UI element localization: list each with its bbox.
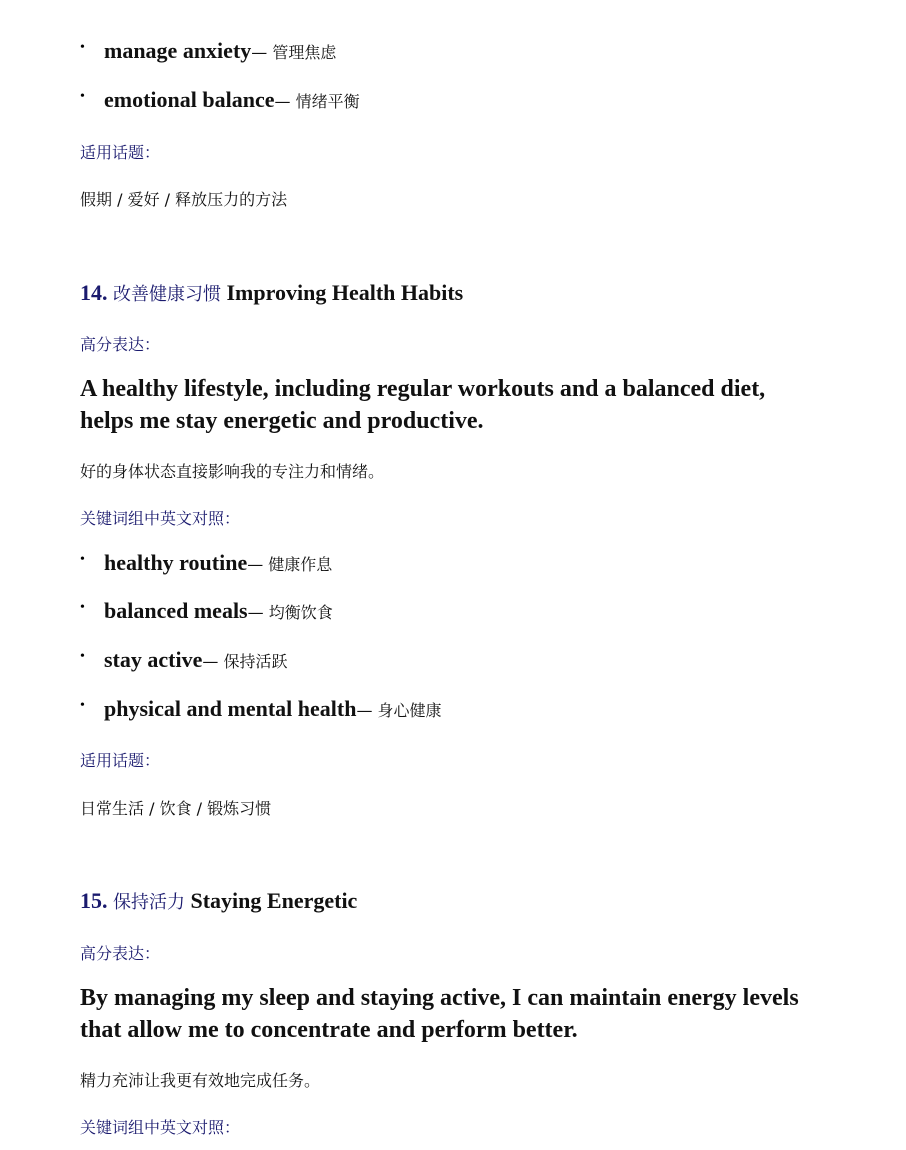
bullet-icon: • — [80, 649, 85, 664]
keywords-label: 关键词组中英文对照： — [80, 509, 241, 528]
bullet-icon: • — [80, 40, 85, 55]
keyword-cn: — 保持活跃 — [202, 652, 288, 671]
keyword-cn: — 均衡饮食 — [247, 603, 333, 622]
bullet-icon: • — [80, 600, 85, 615]
keyword-cn: — 身心健康 — [356, 701, 442, 720]
bullet-icon: • — [80, 698, 85, 713]
section-number: 14. — [80, 280, 108, 305]
keyword-cn: — 健康作息 — [247, 555, 333, 574]
high-score-expression: A healthy lifestyle, including regular workouts and a balanced diet, helps me stay energetic and productive. — [80, 376, 766, 434]
list-item — [80, 87, 360, 113]
keyword-en: emotional balance — [104, 87, 275, 112]
bullet-icon: • — [80, 552, 85, 567]
bullet-icon: • — [80, 89, 85, 104]
list-item — [80, 696, 442, 722]
topics-label: 适用话题： — [80, 143, 161, 162]
list-item — [80, 598, 333, 624]
translation-text: 好的身体状态直接影响我的专注力和情绪。 — [80, 462, 385, 481]
list-item — [80, 647, 287, 673]
keyword-en: stay active — [104, 647, 203, 672]
keyword-en: balanced meals — [104, 598, 248, 623]
section-title-cn: 保持活力 — [113, 892, 185, 913]
keyword-en: healthy routine — [104, 550, 248, 575]
section-number: 15. — [80, 888, 108, 913]
section-title-cn: 改善健康习惯 — [113, 284, 221, 305]
topics-text: 日常生活 / 饮食 / 锻炼习惯 — [80, 799, 272, 818]
expression-label: 高分表达： — [80, 944, 161, 963]
list-item — [80, 38, 336, 64]
section-heading — [80, 888, 357, 914]
topics-label: 适用话题： — [80, 751, 161, 770]
expression-label: 高分表达： — [80, 335, 161, 354]
list-item — [80, 550, 332, 576]
section-heading — [80, 280, 463, 306]
keywords-label: 关键词组中英文对照： — [80, 1118, 241, 1137]
topics-text: 假期 / 爱好 / 释放压力的方法 — [80, 190, 288, 209]
translation-text: 精力充沛让我更有效地完成任务。 — [80, 1071, 321, 1090]
section-title-en: Staying Energetic — [190, 888, 358, 913]
keyword-cn: — 情绪平衡 — [274, 92, 360, 111]
keyword-cn: — 管理焦虑 — [251, 43, 337, 62]
keyword-en: physical and mental health — [104, 696, 357, 721]
high-score-expression: By managing my sleep and staying active, I can maintain energy levels that allow me to concentrate and perform better. — [80, 985, 799, 1043]
keyword-en: manage anxiety — [104, 38, 252, 63]
section-title-en: Improving Health Habits — [226, 280, 464, 305]
